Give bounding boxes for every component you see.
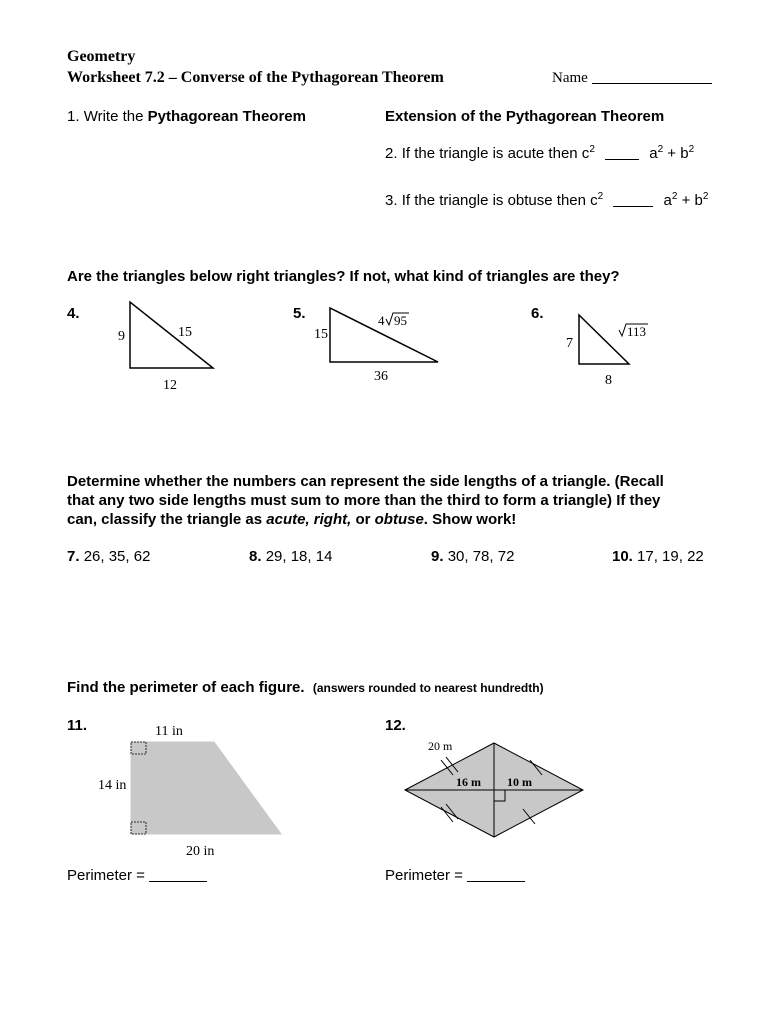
question-3: 3. If the triangle is obtuse then $c^2$ $a^2 + b^2$ (385, 191, 709, 209)
name-label: Name (552, 70, 588, 86)
perimeter-12-blank[interactable] (467, 867, 525, 882)
perimeter-11-blank[interactable] (149, 867, 207, 882)
question-2: 2. If the triangle is acute then $c^2$ $a^2 + b^2$ (385, 144, 695, 162)
figure-11-left-label: 14 in (98, 778, 127, 793)
triangle-5-hyp-coef: 4 (378, 313, 385, 328)
section2-line3: can, classify the triangle as acute, right, or obtuse. Show work! (67, 511, 517, 528)
perimeter-11: Perimeter = (67, 867, 207, 884)
triangle-5-left-label: 15 (314, 327, 328, 342)
figure-11-top-label: 11 in (155, 724, 183, 739)
worksheet-title: Worksheet 7.2 – Converse of the Pythagorean Theorem (67, 69, 444, 86)
triangle-5-bottom-label: 36 (374, 369, 388, 384)
triangle-5-number: 5. (293, 305, 306, 322)
triangle-4-left-label: 9 (118, 329, 125, 344)
problem-7: 7. 26, 35, 62 (67, 548, 151, 565)
word-obtuse: obtuse (374, 511, 424, 528)
section3-note: (answers rounded to nearest hundredth) (312, 681, 544, 695)
triangle-4-hyp-label: 15 (178, 325, 192, 340)
triangle-6-bottom-label: 8 (605, 373, 612, 388)
question-1: 1. Write the Pythagorean Theorem (67, 108, 306, 125)
figure-11-bottom-label: 20 in (186, 844, 215, 859)
triangle-4-bottom-label: 12 (163, 378, 177, 393)
section1-instruction: Are the triangles below right triangles? If not, what kind of triangles are they? (67, 268, 620, 285)
section2-line2: that any two side lengths must sum to more than the third to form a triangle) If they (67, 492, 661, 509)
problem-9: 9. 30, 78, 72 (431, 548, 515, 565)
triangle-5-hyp-rad: 95 (394, 313, 407, 328)
triangle-4-number: 4. (67, 305, 80, 322)
problem-10: 10. 17, 19, 22 (612, 548, 704, 565)
figure-12-d2-label: 10 m (507, 775, 532, 789)
figure-12-number: 12. (385, 717, 406, 734)
q1-emphasis: Pythagorean Theorem (147, 108, 306, 125)
course-title: Geometry (67, 48, 136, 65)
perimeter-12: Perimeter = (385, 867, 525, 884)
triangle-6-hyp-rad: 113 (627, 324, 647, 339)
triangle-6-left-label: 7 (566, 336, 573, 351)
extension-heading: Extension of the Pythagorean Theorem (385, 108, 665, 125)
triangle-6-number: 6. (531, 305, 544, 322)
section3-instruction: Find the perimeter of each figure. (answers rounded to nearest hundredth) (67, 679, 544, 696)
problem-8: 8. 29, 18, 14 (249, 548, 333, 565)
figure-12-side-label: 20 m (428, 739, 453, 753)
section2-line1: Determine whether the numbers can represent the side lengths of a triangle. (Recall (67, 473, 664, 490)
word-acute-right: acute, right, (266, 511, 352, 528)
figure-11-number: 11. (67, 717, 88, 734)
figure-12-d1-label: 16 m (456, 775, 481, 789)
